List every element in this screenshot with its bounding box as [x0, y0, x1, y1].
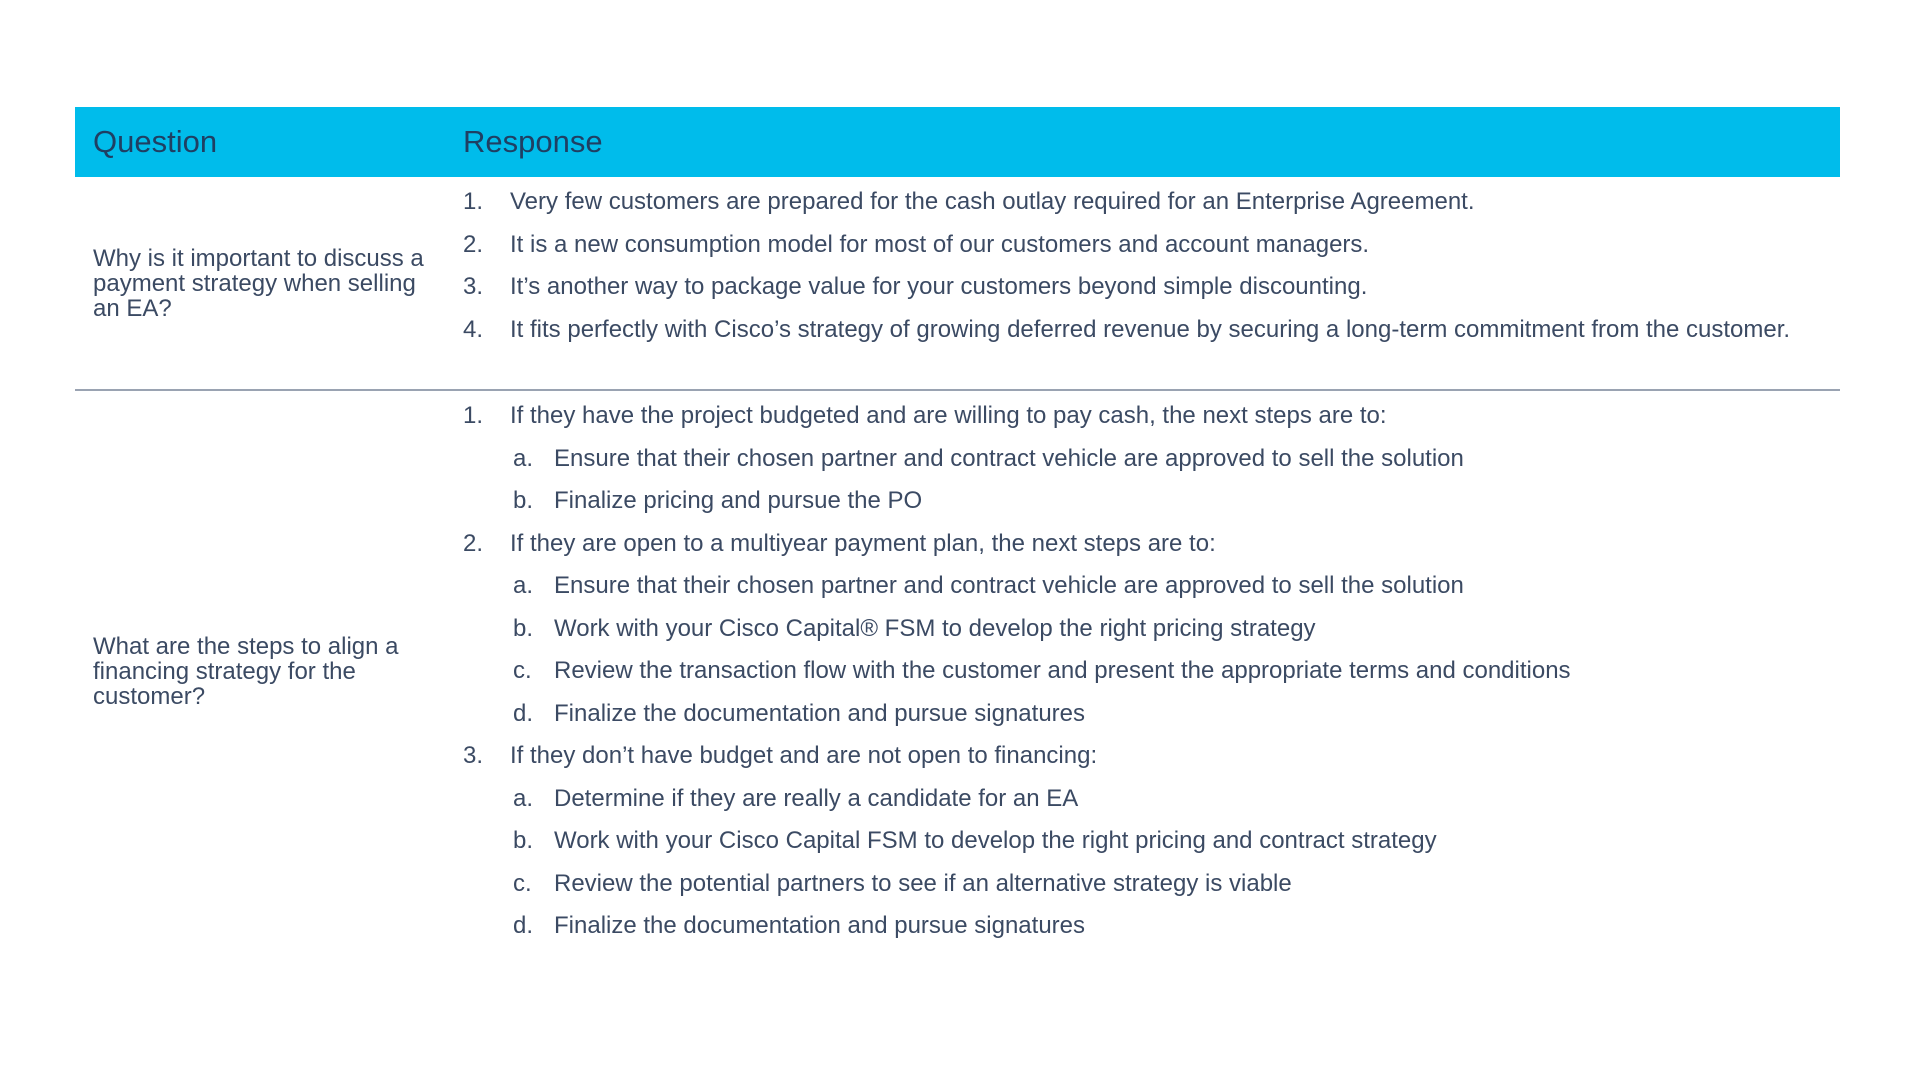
- list-marker: 2.: [463, 230, 484, 258]
- table-row: [75, 177, 1840, 391]
- list-marker: 4.: [463, 315, 484, 343]
- list-text: Very few customers are prepared for the cash outlay required for an Enterprise Agreement.: [510, 188, 1475, 215]
- sub-list-item: [463, 871, 1840, 896]
- list-item: [463, 274, 1840, 299]
- list-text: Work with your Cisco Capital FSM to develop the right pricing and contract strategy: [554, 827, 1437, 854]
- list-marker: b.: [513, 487, 534, 514]
- list-marker: b.: [513, 614, 534, 642]
- question-cell: [75, 177, 463, 389]
- list-text: Ensure that their chosen partner and contract vehicle are approved to sell the solution: [554, 444, 1464, 472]
- header-response: Response: [463, 124, 603, 159]
- list-item: [463, 403, 1840, 428]
- list-text: Determine if they are really a candidate for an EA: [554, 784, 1079, 812]
- list-marker: a.: [513, 572, 534, 599]
- list-text: It’s another way to package value for your customers beyond simple discounting.: [510, 273, 1368, 300]
- sub-list-item: [463, 446, 1840, 471]
- list-text: If they have the project budgeted and are willing to pay cash, the next steps are to:: [510, 402, 1387, 429]
- question-text: Why is it important to discuss a payment strategy when selling an EA?: [93, 244, 424, 322]
- list-marker: d.: [513, 912, 534, 939]
- response-cell: [463, 391, 1840, 951]
- question-text: What are the steps to align a financing strategy for the customer?: [93, 632, 399, 710]
- list-text: It is a new consumption model for most of our customers and account managers.: [510, 230, 1370, 258]
- sub-list-item: [463, 786, 1840, 811]
- list-item: [463, 189, 1840, 214]
- list-marker: b.: [513, 827, 534, 854]
- list-text: If they don’t have budget and are not open to financing:: [510, 742, 1098, 769]
- qa-table: [75, 107, 1840, 951]
- list-marker: 3.: [463, 273, 484, 300]
- sub-list-item: [463, 913, 1840, 938]
- list-marker: 1.: [463, 188, 484, 215]
- list-item: [463, 743, 1840, 768]
- list-text: Review the potential partners to see if an alternative strategy is viable: [554, 869, 1292, 897]
- list-item: [463, 232, 1840, 257]
- table-row: [75, 391, 1840, 951]
- question-cell: [75, 391, 463, 951]
- response-cell: [463, 177, 1840, 389]
- list-text: It fits perfectly with Cisco’s strategy of growing deferred revenue by securing a long-term commitment from the customer.: [510, 315, 1791, 343]
- sub-list-item: [463, 828, 1840, 853]
- sub-list-item: [463, 701, 1840, 726]
- list-marker: a.: [513, 444, 534, 472]
- list-text: Review the transaction flow with the customer and present the appropriate terms and conditions: [554, 657, 1571, 684]
- list-marker: c.: [513, 869, 532, 897]
- list-text: Finalize the documentation and pursue signatures: [554, 912, 1085, 939]
- table-header: [75, 107, 1840, 177]
- header-question: Question: [93, 124, 218, 159]
- list-text: Work with your Cisco Capital® FSM to develop the right pricing strategy: [554, 614, 1316, 642]
- list-marker: c.: [513, 657, 532, 684]
- list-item: [463, 317, 1840, 342]
- list-marker: d.: [513, 699, 534, 727]
- list-text: Ensure that their chosen partner and contract vehicle are approved to sell the solution: [554, 572, 1464, 599]
- list-marker: 2.: [463, 529, 484, 557]
- list-marker: 1.: [463, 402, 484, 429]
- list-marker: 3.: [463, 742, 484, 769]
- sub-list-item: [463, 573, 1840, 598]
- list-item: [463, 531, 1840, 556]
- list-text: If they are open to a multiyear payment plan, the next steps are to:: [510, 529, 1216, 557]
- list-text: Finalize the documentation and pursue signatures: [554, 699, 1085, 727]
- list-text: Finalize pricing and pursue the PO: [554, 487, 923, 514]
- list-marker: a.: [513, 784, 534, 812]
- sub-list-item: [463, 488, 1840, 513]
- sub-list-item: [463, 616, 1840, 641]
- sub-list-item: [463, 658, 1840, 683]
